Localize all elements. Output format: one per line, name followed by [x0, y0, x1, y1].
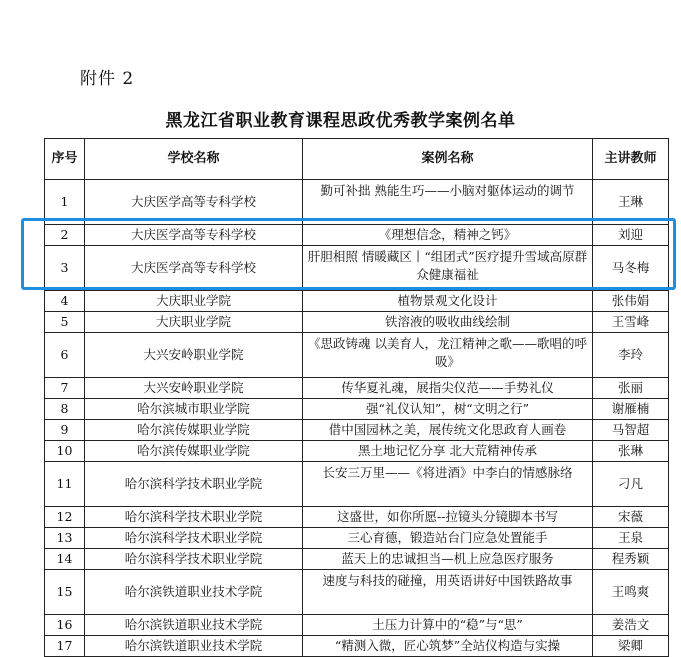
cell-school: 哈尔滨科学技术职业学院: [85, 549, 303, 570]
cell-case: 《理想信念，精神之钙》: [303, 225, 593, 246]
cell-teacher: 刁凡: [593, 462, 669, 507]
cell-teacher: 王琳: [593, 180, 669, 225]
cell-teacher: 张伟娟: [593, 291, 669, 312]
table-row: [45, 399, 669, 420]
header-case: 案例名称: [303, 139, 593, 180]
cell-case: 土压力计算中的“稳”与“思”: [303, 615, 593, 636]
cell-case: 黑土地记忆分享 北大荒精神传承: [303, 441, 593, 462]
table-row: [45, 291, 669, 312]
table-row: [45, 570, 669, 615]
cell-no: 3: [45, 246, 85, 291]
cell-school: 哈尔滨科学技术职业学院: [85, 462, 303, 507]
cell-school: 大兴安岭职业学院: [85, 333, 303, 378]
cell-school: 哈尔滨传媒职业学院: [85, 420, 303, 441]
cell-teacher: 梁卿: [593, 636, 669, 657]
table-row: [45, 246, 669, 291]
table-row: [45, 549, 669, 570]
cell-no: 11: [45, 462, 85, 507]
cell-no: 17: [45, 636, 85, 657]
cell-case-text: 肝胆相照 情暖藏区丨“组团式”医疗提升雪域高原群众健康福祉: [307, 249, 588, 282]
cell-case: 铁溶液的吸收曲线绘制: [303, 312, 593, 333]
cell-teacher: 王鸣爽: [593, 570, 669, 615]
cell-teacher: 姜浩文: [593, 615, 669, 636]
cell-school: 哈尔滨科学技术职业学院: [85, 528, 303, 549]
cell-case: [303, 462, 593, 507]
header-school: 学校名称: [85, 139, 303, 180]
table-row: [45, 507, 669, 528]
cell-no: 16: [45, 615, 85, 636]
cell-no: 12: [45, 507, 85, 528]
cell-case: 这盛世，如你所愿--拉镜头分镜脚本书写: [303, 507, 593, 528]
cell-school: 哈尔滨城市职业学院: [85, 399, 303, 420]
cell-school: 哈尔滨铁道职业技术学院: [85, 636, 303, 657]
table-row: [45, 441, 669, 462]
cell-school: 哈尔滨铁道职业技术学院: [85, 570, 303, 615]
cell-case: 蓝天上的忠诚担当—机上应急医疗服务: [303, 549, 593, 570]
table-row: [45, 462, 669, 507]
cell-case: 传华夏礼魂，展指尖仪范——手势礼仪: [303, 378, 593, 399]
table-row: [45, 333, 669, 378]
attachment-label: 附件 2: [80, 69, 135, 89]
cell-case: 植物景观文化设计: [303, 291, 593, 312]
cell-case: 借中国园林之美，展传统文化思政育人画卷: [303, 420, 593, 441]
cell-school: 哈尔滨传媒职业学院: [85, 441, 303, 462]
cell-case-text: 长安三万里——《将进酒》中李白的情感脉络: [322, 465, 573, 480]
cell-teacher: 谢雁楠: [593, 399, 669, 420]
cell-school: 大庆职业学院: [85, 312, 303, 333]
cell-school: 大庆职业学院: [85, 291, 303, 312]
cell-no: 7: [45, 378, 85, 399]
header-no: 序号: [45, 139, 85, 180]
cell-no: 6: [45, 333, 85, 378]
cell-teacher: 王泉: [593, 528, 669, 549]
table-row: [45, 312, 669, 333]
cell-case: 三心育德，锻造站台门应急处置能手: [303, 528, 593, 549]
table-row: [45, 378, 669, 399]
cell-case: [303, 570, 593, 615]
cell-school: 大庆医学高等专科学校: [85, 180, 303, 225]
cell-no: 13: [45, 528, 85, 549]
header-teacher: 主讲教师: [593, 139, 669, 180]
cell-teacher: 马智超: [593, 420, 669, 441]
cell-teacher: 王雪峰: [593, 312, 669, 333]
table-header-row: [45, 139, 669, 180]
cell-teacher: 李玲: [593, 333, 669, 378]
cell-case-text: 《思政铸魂 以美育人，龙江精神之歌——歌唱的呼吸》: [308, 336, 587, 369]
cell-teacher: 马冬梅: [593, 246, 669, 291]
table-row: [45, 180, 669, 225]
cell-teacher: 刘迎: [593, 225, 669, 246]
cell-school: 大兴安岭职业学院: [85, 378, 303, 399]
cell-no: 1: [45, 180, 85, 225]
cell-teacher: 宋薇: [593, 507, 669, 528]
table-row: [45, 420, 669, 441]
cell-school: 哈尔滨科学技术职业学院: [85, 507, 303, 528]
cell-no: 5: [45, 312, 85, 333]
cell-school: 大庆医学高等专科学校: [85, 246, 303, 291]
cell-no: 2: [45, 225, 85, 246]
document-title: 黑龙江省职业教育课程思政优秀教学案例名单: [165, 111, 516, 131]
cell-case-text: 速度与科技的碰撞，用英语讲好中国铁路故事: [322, 573, 573, 588]
cell-no: 10: [45, 441, 85, 462]
cell-school: 大庆医学高等专科学校: [85, 225, 303, 246]
cell-case: [303, 246, 593, 291]
cell-case: “精测入微，匠心筑梦”全站仪构造与实操: [303, 636, 593, 657]
cell-teacher: 程秀颖: [593, 549, 669, 570]
cell-teacher: 张丽: [593, 378, 669, 399]
cell-no: 8: [45, 399, 85, 420]
cell-no: 14: [45, 549, 85, 570]
cell-case-text: 勤可补拙 熟能生巧——小脑对躯体运动的调节: [320, 183, 575, 198]
table-row: [45, 225, 669, 246]
cell-no: 9: [45, 420, 85, 441]
cell-teacher: 张琳: [593, 441, 669, 462]
cell-no: 15: [45, 570, 85, 615]
table-row: [45, 528, 669, 549]
cell-case: [303, 180, 593, 225]
table-row: [45, 636, 669, 657]
cell-no: 4: [45, 291, 85, 312]
cell-school: 哈尔滨铁道职业技术学院: [85, 615, 303, 636]
table-row: [45, 615, 669, 636]
cell-case: [303, 333, 593, 378]
cell-case: 强“礼仪认知”，树“文明之行”: [303, 399, 593, 420]
case-list-table: [44, 138, 669, 657]
